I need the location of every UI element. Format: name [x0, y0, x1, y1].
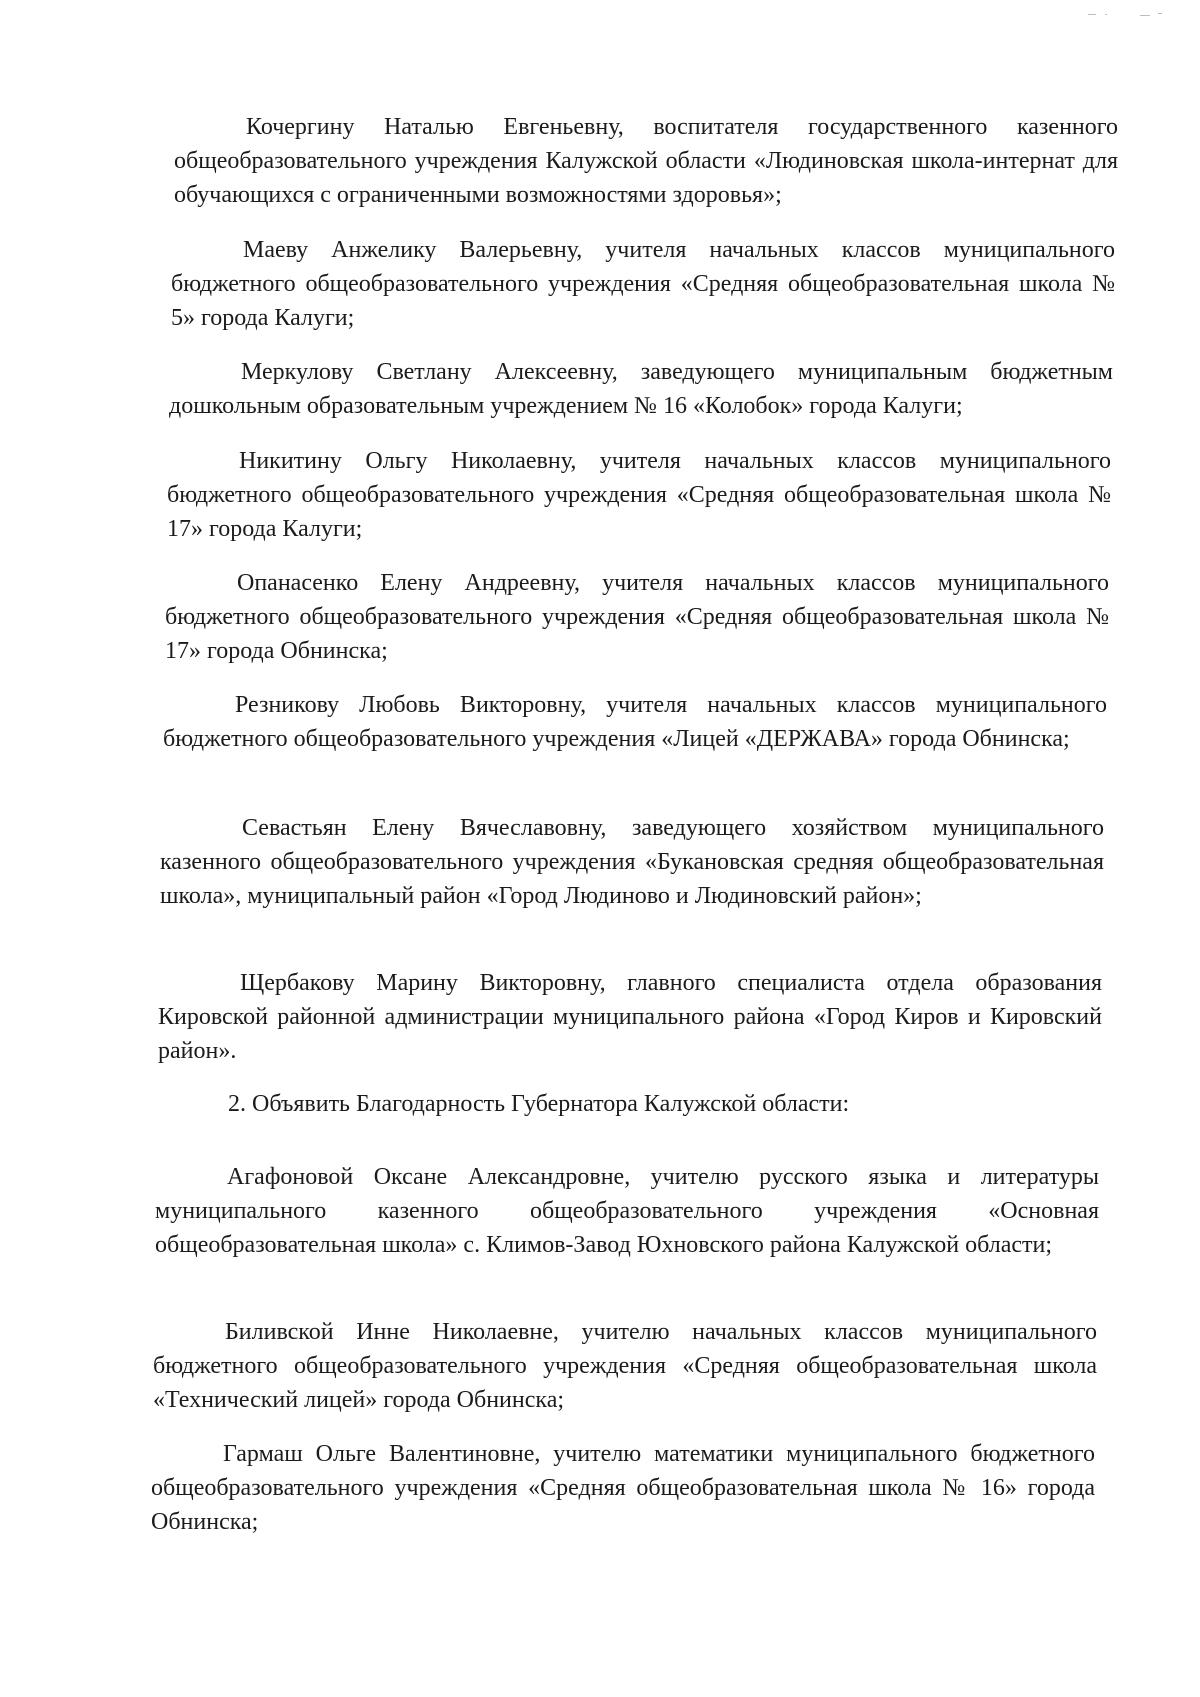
- gratitude-entry-bilivskaya: Биливской Инне Николаевне, учителю начальных классов муниципального бюджетного общеобразовательного учреждения «Средняя общеобразовательная школа «Технический лицей» города Обнинска;: [153, 1319, 1097, 1413]
- gratitude-entry-garmash: Гармаш Ольге Валентиновне, учителю математики муниципального бюджетного общеобразовательного учреждения «Средняя общеобразовательная школа № 16» города Обнинска;: [151, 1441, 1095, 1535]
- award-entry-merkulova: Меркулову Светлану Алексеевну, заведующего муниципальным бюджетным дошкольным образовательным учреждением № 16 «Колобок» города Калуги;: [169, 359, 1113, 419]
- award-entry-opanasenko: Опанасенко Елену Андреевну, учителя начальных классов муниципального бюджетного общеобразовательного учреждения «Средняя общеобразовательная школа № 17» города Обнинска;: [165, 570, 1109, 664]
- scan-artifact: [1158, 13, 1162, 14]
- scan-artifact: [1088, 14, 1096, 15]
- scan-artifact: [1105, 14, 1107, 15]
- gratitude-entry-agafonova: Агафоновой Оксане Александровне, учителю русского языка и литературы муниципального казенного общеобразовательного учреждения «Основная общеобразовательная школа» с. Климов-Завод Юхновского района Калужской области;: [155, 1164, 1099, 1258]
- award-entry-kochergina: Кочергину Наталью Евгеньевну, воспитателя государственного казенного общеобразовательного учреждения Калужской области «Людиновская школа-интернат для обучающихся с ограниченными возможностями здоровья»;: [174, 114, 1118, 208]
- award-entry-reznikova: Резникову Любовь Викторовну, учителя начальных классов муниципального бюджетного общеобразовательного учреждения «Лицей «ДЕРЖАВА» города Обнинска;: [163, 692, 1107, 752]
- award-entry-shcherbakova: Щербакову Марину Викторовну, главного специалиста отдела образования Кировской районной администрации муниципального района «Город Киров и Кировский район».: [158, 970, 1102, 1064]
- award-entry-sevastyan: Севастьян Елену Вячеславовну, заведующего хозяйством муниципального казенного общеобразовательного учреждения «Букановская средняя общеобразовательная школа», муниципальный район «Город Людиново и Людиновский район»;: [160, 815, 1104, 909]
- award-entry-nikitina: Никитину Ольгу Николаевну, учителя начальных классов муниципального бюджетного общеобразовательного учреждения «Средняя общеобразовательная школа № 17» города Калуги;: [167, 448, 1111, 542]
- section-heading-2: 2. Объявить Благодарность Губернатора Калужской области:: [228, 1091, 850, 1117]
- award-entry-maeva: Маеву Анжелику Валерьевну, учителя начальных классов муниципального бюджетного общеобразовательного учреждения «Средняя общеобразовательная школа № 5» города Калуги;: [171, 237, 1115, 331]
- scan-artifact: [1140, 15, 1150, 16]
